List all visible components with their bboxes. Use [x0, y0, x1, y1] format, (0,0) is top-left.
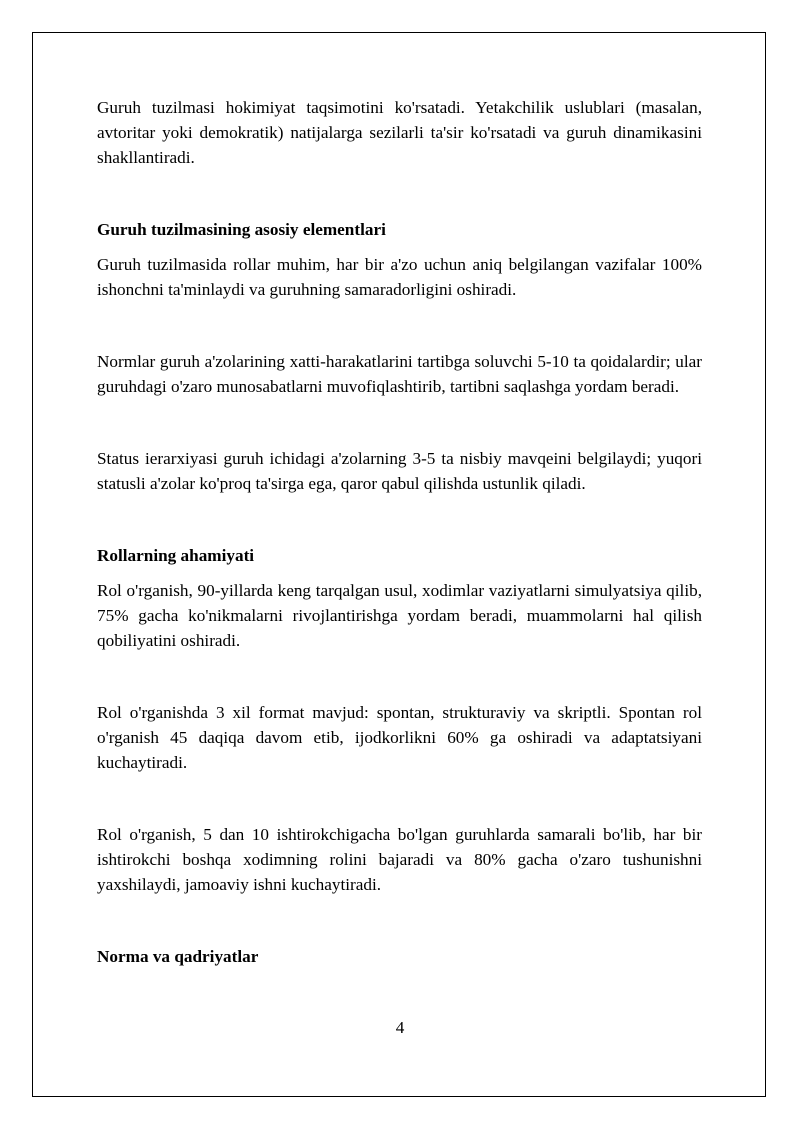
paragraph-norms: Normlar guruh a'zolarining xatti-harakatlarini tartibga soluvchi 5-10 ta qoidalardir; ular guruhdagi o'zaro munosabatlarni muvofiqlashtirib, tartibni saqlashga yordam beradi. — [97, 352, 702, 396]
paragraph-role-formats: Rol o'rganishda 3 xil format mavjud: spontan, strukturaviy va skriptli. Spontan rol o'rganish 45 daqiqa davom etib, ijodkorlikni 60% ga oshiradi va adaptatsiyani kuchaytiradi. — [97, 703, 702, 772]
page-number: 4 — [395, 1018, 405, 1037]
paragraph-status-hierarchy: Status ierarxiyasi guruh ichidagi a'zolarning 3-5 ta nisbiy mavqeini belgilaydi; yuqori statusli a'zolar ko'proq ta'sirga ega, qaror qabul qilishda ustunlik qiladi. — [97, 449, 702, 493]
document-body — [97, 95, 702, 969]
paragraph-role-learning: Rol o'rganish, 90-yillarda keng tarqalgan usul, xodimlar vaziyatlarni simulyatsiya qilib, 75% gacha ko'nikmalarni rivojlantirishga yordam beradi, muammolarni hal qilish qobiliyatini oshiradi. — [97, 581, 702, 650]
paragraph-group-structure: Guruh tuzilmasi hokimiyat taqsimotini ko'rsatadi. Yetakchilik uslublari (masalan, avtoritar yoki demokratik) natijalarga sezilarli ta'sir ko'rsatadi va guruh dinamikasini shakllantiradi. — [97, 98, 702, 167]
heading-structure-elements: Guruh tuzilmasining asosiy elementlari — [97, 220, 386, 239]
heading-roles-importance: Rollarning ahamiyati — [97, 546, 255, 565]
paragraph-roles: Guruh tuzilmasida rollar muhim, har bir a'zo uchun aniq belgilangan vazifalar 100% ishonchni ta'minlaydi va guruhning samaradorligini oshiradi. — [97, 255, 702, 299]
heading-norms-values: Norma va qadriyatlar — [97, 947, 259, 966]
paragraph-role-groups: Rol o'rganish, 5 dan 10 ishtirokchigacha bo'lgan guruhlarda samarali bo'lib, har bir ishtirokchi boshqa xodimning rolini bajaradi va 80% gacha o'zaro tushunishni yaxshilaydi, jamoaviy ishni kuchaytiradi. — [97, 825, 702, 894]
